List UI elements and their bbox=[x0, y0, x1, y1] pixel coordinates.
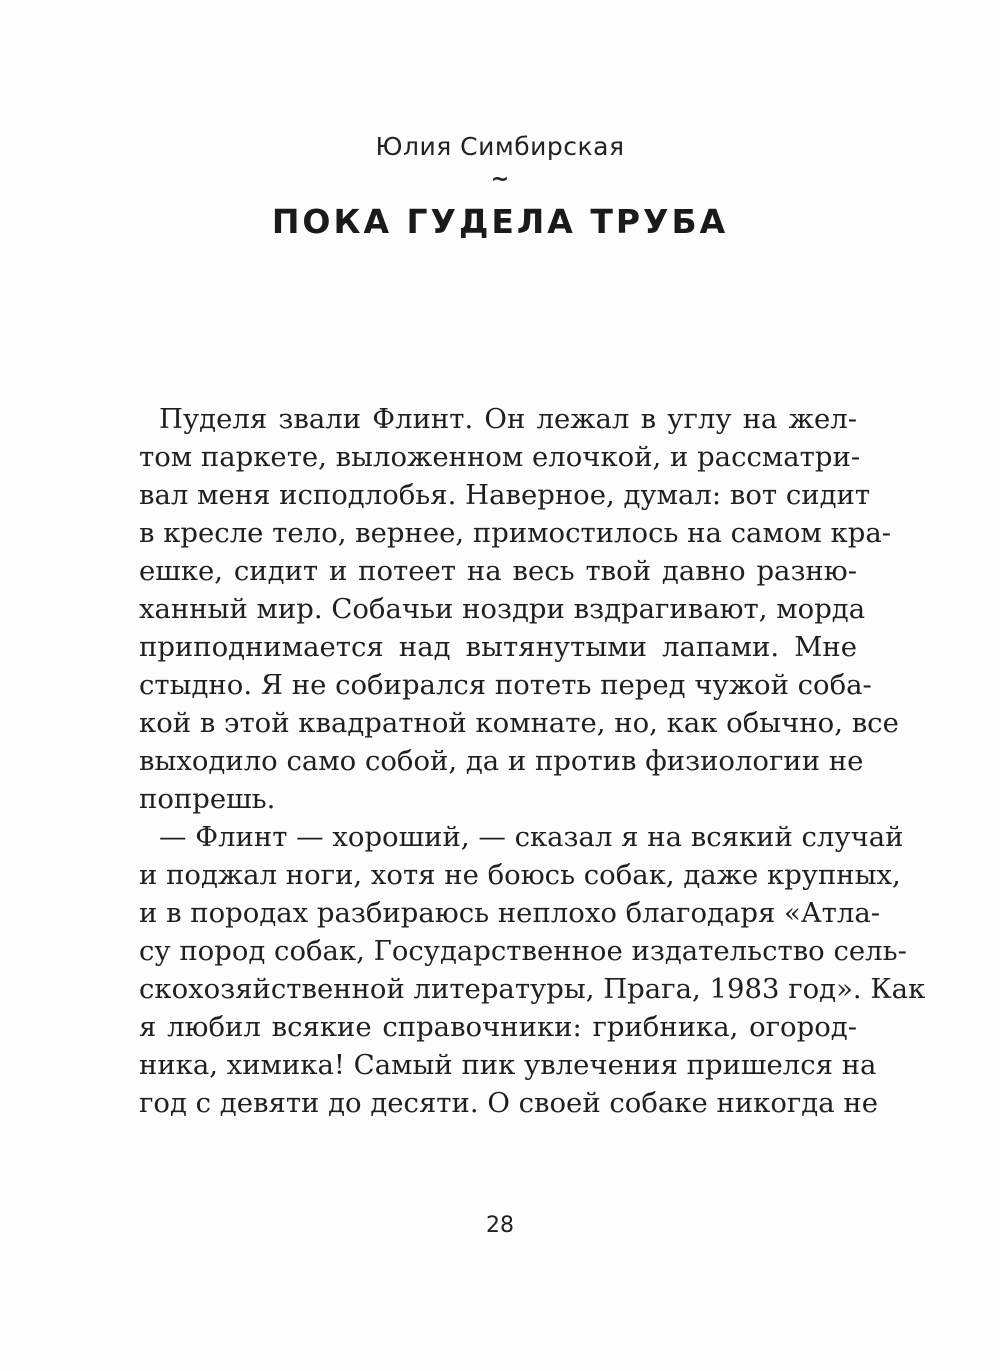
title-separator: ~ bbox=[490, 167, 510, 192]
text-line: кой в этой квадратной комнате, но, как обычно, все bbox=[139, 707, 899, 739]
text-line: и поджал ноги, хотя не боюсь собак, даже крупных, bbox=[139, 859, 901, 891]
text-line: приподнимается над вытянутыми лапами. Мне bbox=[139, 631, 857, 663]
text-line: выходило само собой, да и против физиологии не bbox=[139, 745, 864, 777]
text-line: год с девяти до десяти. О своей собаке никогда не bbox=[139, 1087, 878, 1119]
author-name: Юлия Симбирская bbox=[375, 132, 625, 161]
text-line: су пород собак, Государственное издательство сель- bbox=[139, 935, 907, 967]
text-line: попрешь. bbox=[139, 783, 276, 815]
text-line: Пуделя звали Флинт. Он лежал в углу на жел- bbox=[159, 403, 857, 435]
text-line: ника, химика! Самый пик увлечения пришелся на bbox=[139, 1049, 877, 1081]
text-line: я любил всякие справочники: грибника, огород- bbox=[139, 1011, 857, 1043]
text-line: — Флинт — хороший, — сказал я на всякий случай bbox=[159, 821, 904, 853]
chapter-title: ПОКА ГУДЕЛА ТРУБА bbox=[271, 202, 729, 241]
text-line: стыдно. Я не собирался потеть перед чужой соба- bbox=[139, 669, 872, 701]
text-line: ханный мир. Собачьи ноздри вздрагивают, морда bbox=[139, 593, 866, 625]
text-line: и в породах разбираюсь неплохо благодаря «Атла- bbox=[139, 897, 881, 929]
text-line: вал меня исподлобья. Наверное, думал: вот сидит bbox=[139, 479, 871, 511]
body-text bbox=[139, 400, 926, 1122]
text-line: ешке, сидит и потеет на весь твой давно разню- bbox=[139, 555, 857, 587]
text-line: том паркете, выложенном елочкой, и рассматри- bbox=[139, 441, 861, 473]
page-number: 28 bbox=[486, 1213, 514, 1238]
text-line: в кресле тело, вернее, примостилось на самом кра- bbox=[139, 517, 892, 549]
text-line: скохозяйственной литературы, Прага, 1983 год». Как bbox=[139, 973, 926, 1005]
